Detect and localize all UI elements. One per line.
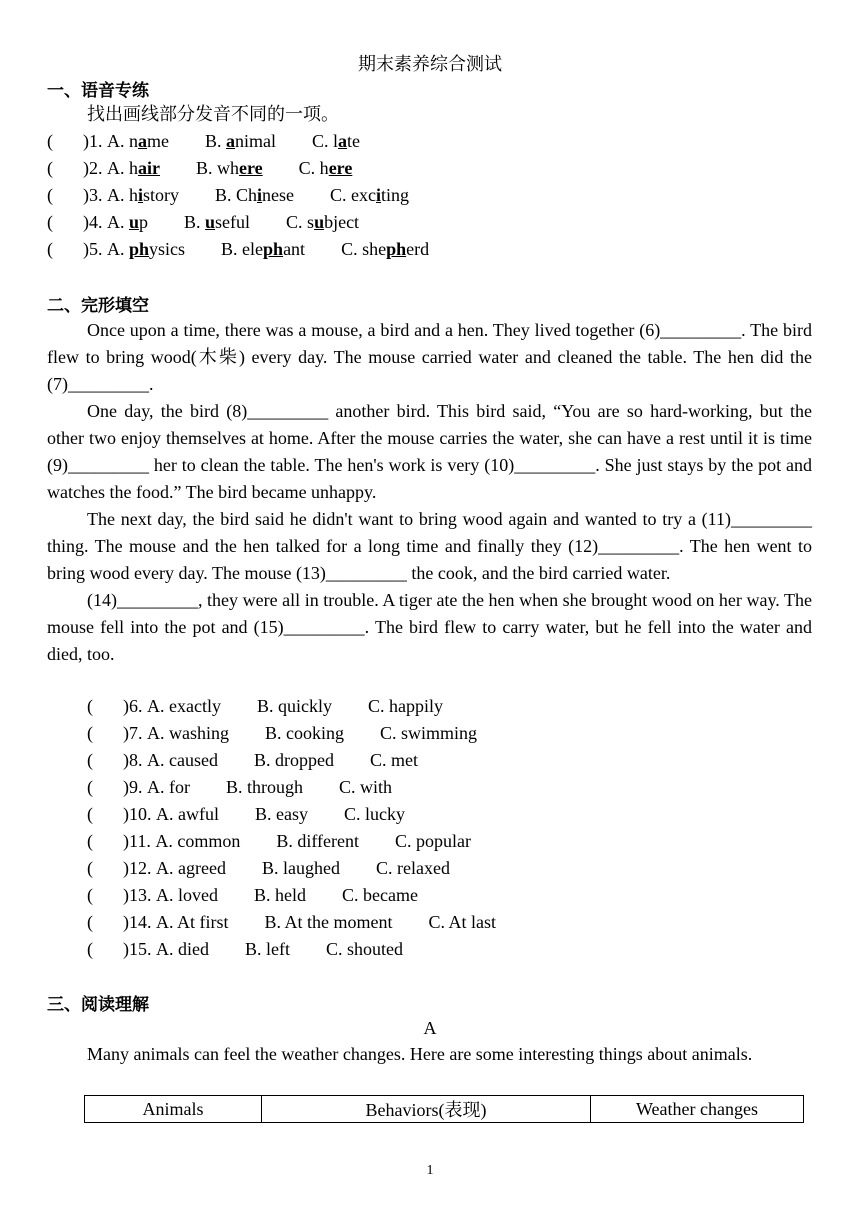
cloze-question — [87, 884, 454, 906]
underlined-letters: i — [376, 185, 382, 205]
underlined-letters: u — [205, 212, 216, 232]
phonics-question — [47, 238, 465, 260]
cloze-question — [87, 803, 441, 825]
table-header-cell: Animals — [85, 1096, 262, 1123]
answer-blank[interactable]: ( — [87, 939, 93, 959]
option-c: C. became — [342, 885, 418, 905]
answer-blank[interactable]: ( — [87, 804, 93, 824]
option-a — [107, 238, 185, 260]
answer-blank[interactable]: ( — [87, 750, 93, 770]
passage-a-intro-wrap — [47, 1041, 812, 1068]
option-a: A. for — [147, 777, 190, 797]
option-text: A. n — [107, 131, 138, 151]
section3-heading: 三、阅读理解 — [47, 995, 149, 1015]
option-text: bject — [324, 212, 360, 232]
option-text: ysics — [149, 239, 186, 259]
answer-blank[interactable]: ( — [87, 831, 93, 851]
phonics-question — [47, 211, 395, 233]
cloze-question — [87, 722, 513, 744]
option-b — [184, 211, 250, 233]
option-a — [107, 157, 160, 179]
option-a: A. awful — [156, 804, 219, 824]
question-number: )10. — [123, 804, 152, 824]
cloze-paragraph-1: Once upon a time, there was a mouse, a bird and a hen. They lived together (6)_________. The bird flew to bring wood(木柴) every day. The mouse carried water and cleaned the table. The hen did the (7)_________. — [47, 320, 812, 394]
question-number: )5. — [83, 239, 103, 259]
option-a: A. washing — [147, 723, 229, 743]
option-text: B. — [184, 212, 206, 232]
option-a — [107, 130, 169, 152]
option-text: B. — [205, 131, 227, 151]
question-number: )11. — [123, 831, 151, 851]
question-number: )2. — [83, 158, 103, 178]
answer-blank[interactable]: ( — [47, 239, 53, 259]
option-b — [221, 238, 305, 260]
option-text: B. Ch — [215, 185, 258, 205]
underlined-letters: ph — [386, 239, 407, 259]
option-text: ting — [381, 185, 410, 205]
answer-blank[interactable]: ( — [87, 885, 93, 905]
table-header-row — [85, 1096, 804, 1123]
option-text: A. h — [107, 185, 138, 205]
answer-blank[interactable]: ( — [87, 723, 93, 743]
option-text: p — [139, 212, 149, 232]
option-c — [286, 211, 359, 233]
phonics-question — [47, 130, 396, 152]
question-number: )12. — [123, 858, 152, 878]
option-text: A. h — [107, 158, 138, 178]
option-text: C. h — [298, 158, 329, 178]
option-c — [312, 130, 360, 152]
option-a: A. caused — [147, 750, 218, 770]
question-number: )9. — [123, 777, 143, 797]
underlined-letters: a — [338, 131, 348, 151]
option-c: C. met — [369, 750, 418, 770]
phonics-question — [47, 184, 445, 206]
page-number: 1 — [426, 1163, 434, 1178]
option-text: C. she — [341, 239, 387, 259]
cloze-question — [87, 938, 439, 960]
option-text: nimal — [235, 131, 277, 151]
option-a: A. loved — [156, 885, 218, 905]
table-header-cell: Weather changes — [591, 1096, 804, 1123]
option-b: B. through — [226, 777, 304, 797]
option-a: A. exactly — [147, 696, 221, 716]
option-text: B. wh — [196, 158, 240, 178]
cloze-paragraph-4: (14)_________, they were all in trouble. A tiger ate the hen when she brought wood on her way. The mouse fell into the pot and (15)_________. The bird flew to carry water, but he fell into the water and died, too. — [47, 590, 812, 664]
option-c — [330, 184, 409, 206]
option-text: te — [347, 131, 361, 151]
question-number: )4. — [83, 212, 103, 232]
underlined-letters: u — [129, 212, 140, 232]
question-number: )15. — [123, 939, 152, 959]
question-number: )3. — [83, 185, 103, 205]
option-a: A. died — [156, 939, 209, 959]
section1-heading: 一、语音专练 — [47, 81, 149, 101]
answer-blank[interactable]: ( — [47, 212, 53, 232]
option-a: A. agreed — [156, 858, 226, 878]
option-b: B. easy — [254, 804, 308, 824]
option-c: C. swimming — [380, 723, 478, 743]
table-header-cell: Behaviors(表现) — [262, 1096, 591, 1123]
question-number: )6. — [123, 696, 143, 716]
option-text: nese — [262, 185, 295, 205]
option-c: C. shouted — [326, 939, 404, 959]
underlined-letters: u — [314, 212, 325, 232]
exam-title: 期末素养综合测试 — [358, 54, 502, 74]
answer-blank[interactable]: ( — [87, 696, 93, 716]
underlined-letters: a — [226, 131, 236, 151]
option-text: C. exc — [330, 185, 377, 205]
option-text: me — [147, 131, 169, 151]
option-b — [205, 130, 276, 152]
underlined-letters: ph — [129, 239, 150, 259]
underlined-letters: a — [138, 131, 147, 151]
cloze-passage — [47, 317, 812, 668]
option-text: seful — [215, 212, 251, 232]
question-number: )14. — [123, 912, 152, 932]
passage-a-label: A — [423, 1018, 437, 1038]
section2-heading: 二、完形填空 — [47, 296, 149, 316]
section1-instruction: 找出画线部分发音不同的一项。 — [87, 104, 339, 124]
option-a — [107, 184, 179, 206]
option-c: C. relaxed — [375, 858, 450, 878]
answer-blank[interactable]: ( — [87, 777, 93, 797]
option-b: B. dropped — [253, 750, 334, 770]
phonics-question — [47, 157, 388, 179]
answer-blank[interactable]: ( — [47, 158, 53, 178]
question-number: )13. — [123, 885, 152, 905]
question-number: )8. — [123, 750, 143, 770]
option-b: B. left — [245, 939, 290, 959]
answer-blank[interactable]: ( — [87, 912, 93, 932]
cloze-paragraph-2: One day, the bird (8)_________ another bird. This bird said, “You are so hard-working, but the other two enjoy themselves at home. After the mouse carries the water, she can have a rest until it is time (9)_________ her to clean the table. The hen's work is very (10)_________. She just stays by the pot and watches the food.” The bird became unhappy. — [47, 401, 812, 502]
answer-blank[interactable]: ( — [87, 858, 93, 878]
cloze-question — [87, 911, 532, 933]
option-c: C. At last — [428, 912, 497, 932]
answer-blank[interactable]: ( — [47, 131, 53, 151]
option-c — [341, 238, 429, 260]
option-b: B. cooking — [265, 723, 344, 743]
option-text: ant — [283, 239, 306, 259]
option-c: C. lucky — [343, 804, 405, 824]
animals-table — [84, 1095, 804, 1123]
cloze-paragraph-3: The next day, the bird said he didn't want to bring wood again and wanted to try a (11)_________ thing. The mouse and the hen talked for a long time and finally they (12)_________. The hen went to bring wood every day. The mouse (13)_________ the cook, and the bird carried water. — [47, 509, 812, 583]
cloze-question — [87, 695, 479, 717]
option-a: A. common — [155, 831, 241, 851]
option-c: C. happily — [367, 696, 443, 716]
option-a — [107, 211, 148, 233]
option-b — [196, 157, 263, 179]
question-number: )7. — [123, 723, 143, 743]
question-number: )1. — [83, 131, 103, 151]
underlined-letters: i — [138, 185, 144, 205]
cloze-question — [87, 776, 428, 798]
option-a: A. At first — [156, 912, 229, 932]
cloze-question — [87, 749, 454, 771]
underlined-letters: ph — [263, 239, 284, 259]
option-b: B. laughed — [261, 858, 340, 878]
underlined-letters: air — [138, 158, 160, 178]
underlined-letters: ere — [239, 158, 263, 178]
option-b — [215, 184, 294, 206]
option-c: C. popular — [394, 831, 471, 851]
option-text: C. s — [286, 212, 315, 232]
answer-blank[interactable]: ( — [47, 185, 53, 205]
option-b: B. quickly — [256, 696, 332, 716]
option-text: A. — [107, 212, 129, 232]
underlined-letters: i — [257, 185, 263, 205]
option-text: B. ele — [221, 239, 264, 259]
option-text: A. — [107, 239, 129, 259]
option-b: B. held — [254, 885, 306, 905]
option-text: erd — [406, 239, 430, 259]
underlined-letters: ere — [328, 158, 353, 178]
option-b: B. At the moment — [264, 912, 393, 932]
cloze-question — [87, 857, 486, 879]
option-b: B. different — [276, 831, 359, 851]
option-text: C. l — [312, 131, 339, 151]
option-c: C. with — [339, 777, 393, 797]
option-c — [299, 157, 353, 179]
passage-a-intro: Many animals can feel the weather changes. Here are some interesting things about animals. — [87, 1044, 753, 1064]
cloze-question — [87, 830, 507, 852]
option-text: story — [143, 185, 180, 205]
